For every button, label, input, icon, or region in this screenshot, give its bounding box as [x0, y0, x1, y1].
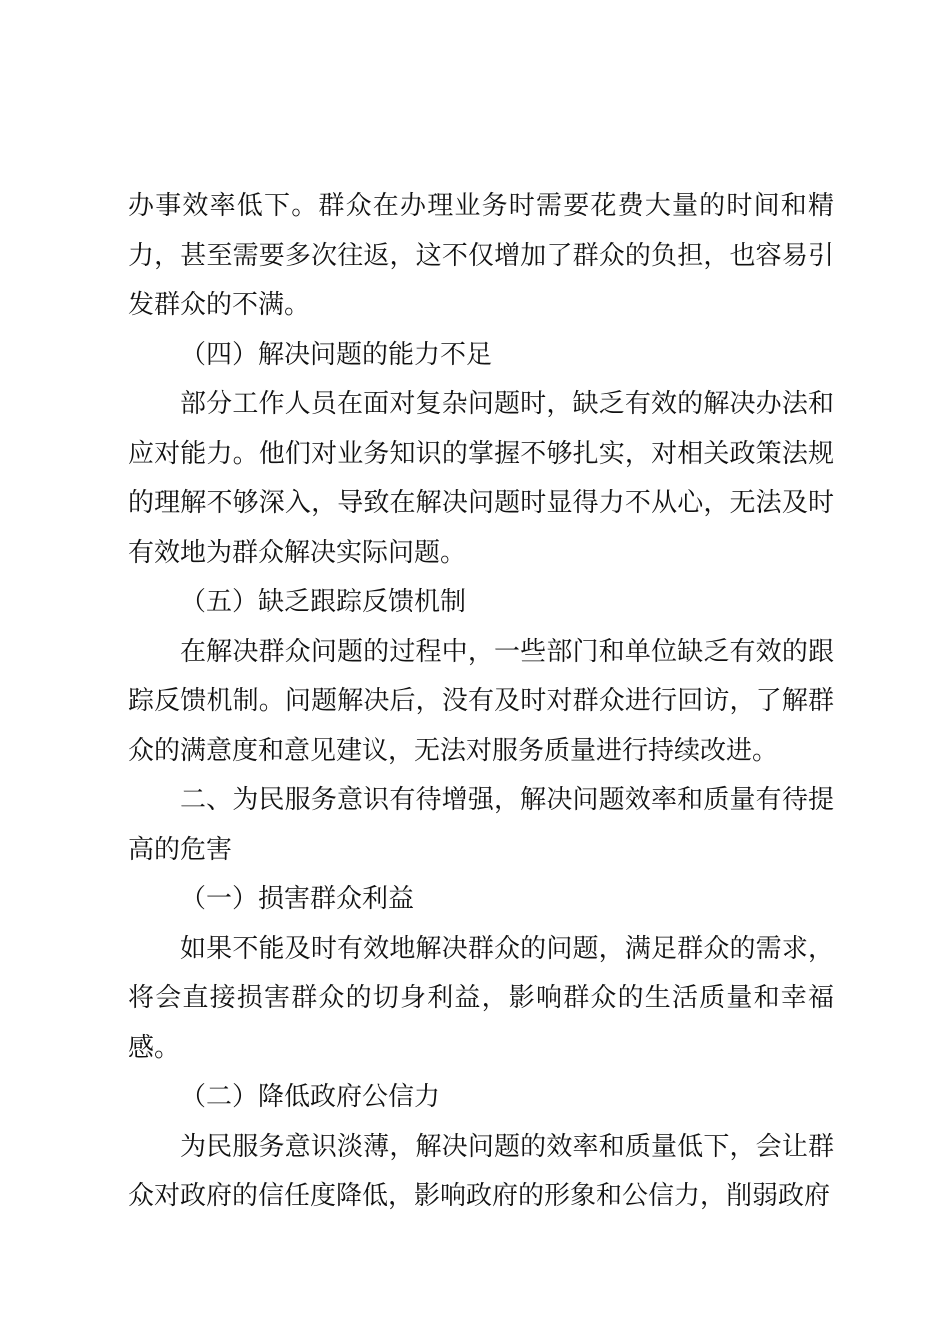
- paragraph-feedback: 在解决群众问题的过程中，一些部门和单位缺乏有效的跟踪反馈机制。问题解决后，没有及时对群众进行回访，了解群众的满意度和意见建议，无法对服务质量进行持续改进。: [128, 636, 834, 766]
- paragraph-problem-solving: 部分工作人员在面对复杂问题时，缺乏有效的解决办法和应对能力。他们对业务知识的掌握不够扎实，对相关政策法规的理解不够深入，导致在解决问题时显得力不从心，无法及时有效地为群众解决实际问题。: [128, 389, 834, 568]
- paragraph-interests: 如果不能及时有效地解决群众的问题，满足群众的需求，将会直接损害群众的切身利益，影响群众的生活质量和幸福感。: [128, 933, 834, 1063]
- subheading-five: （五）缺乏跟踪反馈机制: [180, 587, 467, 617]
- subheading-four: （四）解决问题的能力不足: [180, 339, 493, 370]
- subheading-two: （二）降低政府公信力: [180, 1082, 441, 1112]
- paragraph-continued: 办事效率低下。群众在办理业务时需要花费大量的时间和精力，甚至需要多次往返，这不仅增加了群众的负担，也容易引发群众的不满。: [128, 191, 834, 320]
- subheading-one: （一）损害群众利益: [180, 884, 415, 914]
- section-heading-two: 二、为民服务意识有待增强，解决问题效率和质量有待提高的危害: [128, 785, 834, 865]
- document-body: [128, 182, 834, 1222]
- paragraph-credibility: 为民服务意识淡薄，解决问题的效率和质量低下，会让群众对政府的信任度降低，影响政府的形象和公信力，削弱政府: [128, 1131, 834, 1211]
